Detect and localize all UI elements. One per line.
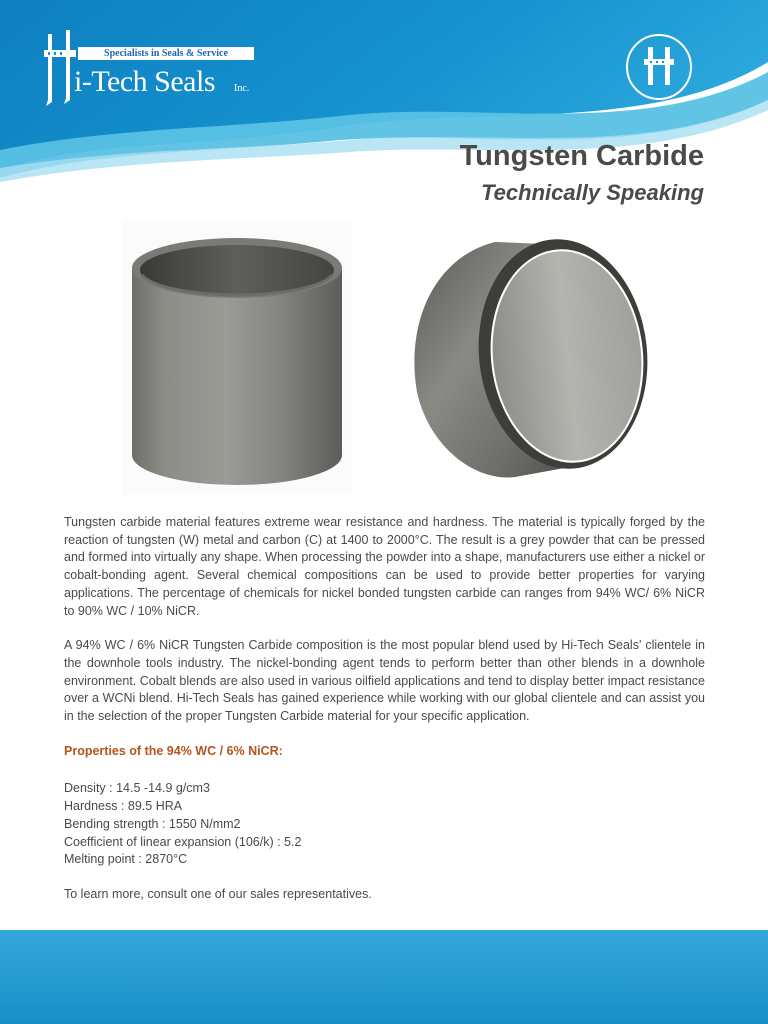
properties-list: [64, 780, 705, 869]
logo-tagline: Specialists in Seals & Service: [78, 47, 254, 60]
property-bending-strength: Bending strength : 1550 N/mm2: [64, 816, 241, 831]
logo-brand-suffix: Inc.: [234, 83, 250, 94]
property-linear-expansion: Coefficient of linear expansion (106/k) : 5.2: [64, 834, 302, 849]
emblem-icon: [625, 33, 693, 101]
page-subtitle: Technically Speaking: [481, 180, 704, 205]
tungsten-bushing-photo-upright: [122, 220, 352, 495]
properties-heading: Properties of the 94% WC / 6% NiCR:: [64, 743, 283, 758]
company-logo[interactable]: [40, 30, 270, 110]
article-body: [64, 514, 705, 904]
composition-paragraph: A 94% WC / 6% NiCR Tungsten Carbide composition is the most popular blend used by Hi-Tech Seals' clientele in the downhole tools industry. The nickel-bonding agent tends to perform better than other blends in a downhole environment. Cobalt blends are also used in various oilfield applications and tend to display better impact resistance over a WCNi blend. Hi-Tech Seals has gained experience while working with our global clientele and can assist you in the selection of the proper Tungsten Carbide material for your specific application.: [64, 638, 705, 724]
tungsten-bushing-photo-angled: [405, 232, 655, 487]
property-density: Density : 14.5 -14.9 g/cm3: [64, 781, 210, 796]
property-hardness: Hardness : 89.5 HRA: [64, 799, 183, 814]
page-title: Tungsten Carbide: [459, 140, 704, 172]
closing-note: To learn more, consult one of our sales representatives.: [64, 886, 372, 901]
logo-brand-name: i-Tech Seals: [74, 65, 216, 98]
property-melting-point: Melting point : 2870°C: [64, 852, 188, 867]
intro-paragraph: Tungsten carbide material features extreme wear resistance and hardness. The material is typically forged by the reaction of tungsten (W) metal and carbon (C) at 1400 to 2000°C. The result is a grey powder that can be pressed and formed into virtually any shape. When processing the powder into a shape, manufacturers use either a nickel or cobalt-bonding agent. Several chemical compositions can be used to provide better properties for varying applications. The percentage of chemicals for nickel bonded tungsten carbide can ranges from 94% WC/ 6% NiCR to 90% WC / 10% NiCR.: [64, 515, 705, 618]
footer-band: [0, 930, 768, 1024]
